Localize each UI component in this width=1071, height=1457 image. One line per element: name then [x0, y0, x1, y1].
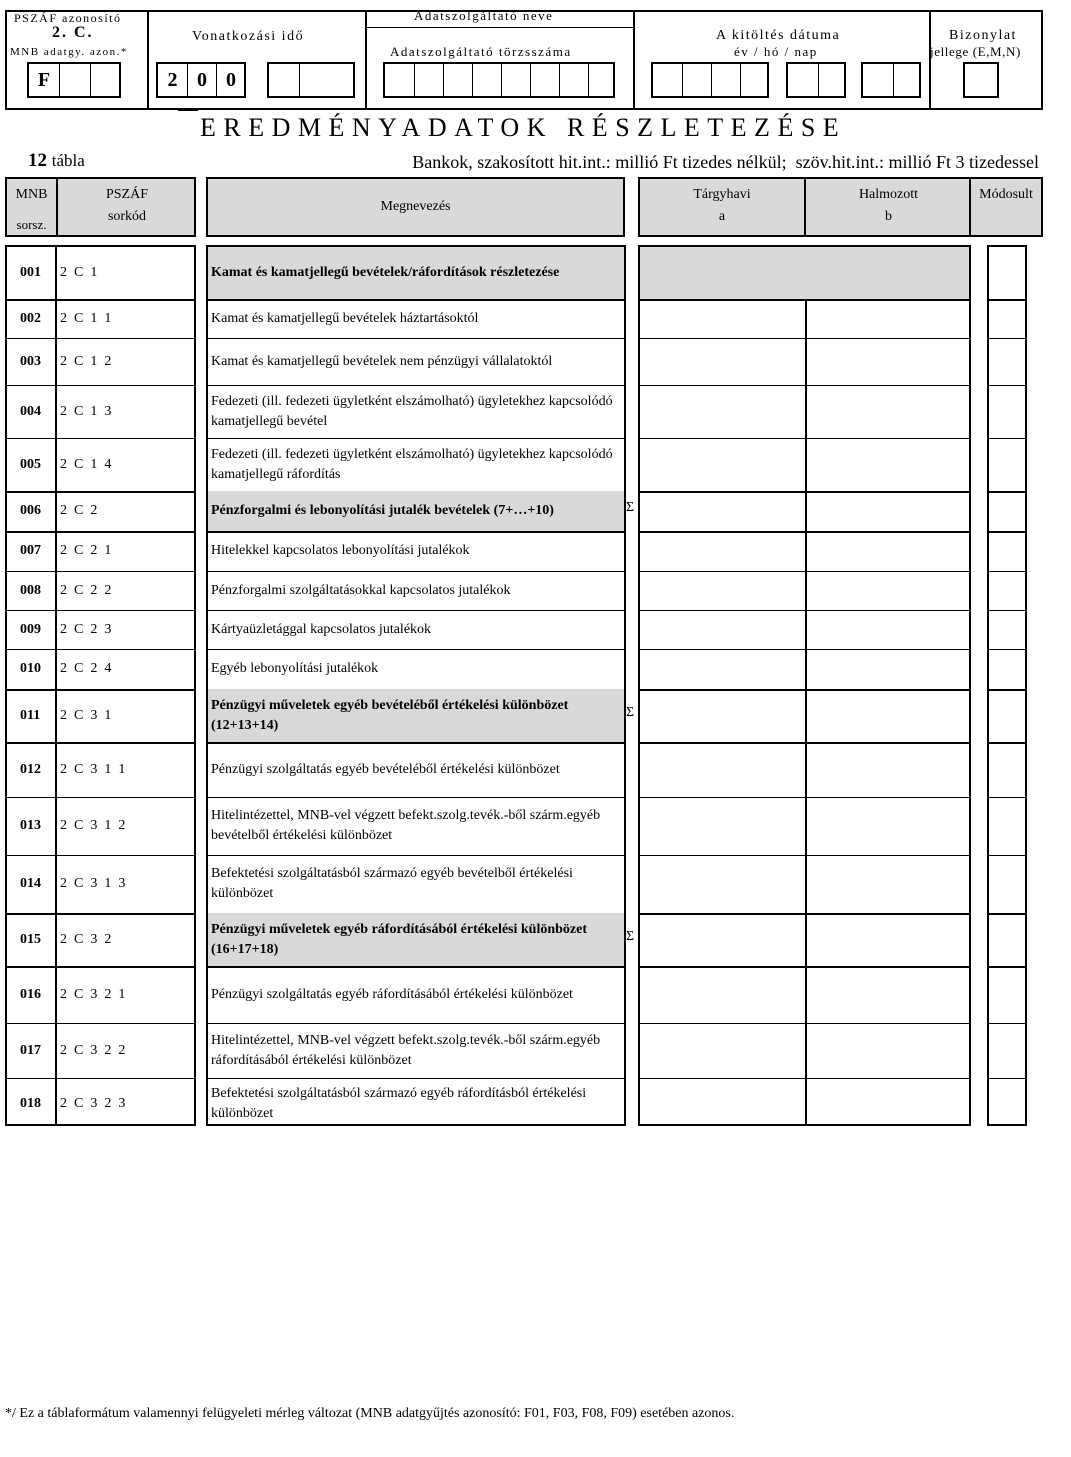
row-cumulative-cell[interactable] — [807, 966, 969, 1023]
row-modified-cell[interactable] — [989, 855, 1025, 913]
row-monthly-cell[interactable] — [640, 385, 804, 438]
date-year-digit[interactable] — [711, 64, 740, 96]
period-digit[interactable]: 0 — [187, 64, 216, 96]
row-pszaf-code: 2 C 1 2 — [60, 353, 112, 369]
row-cumulative-cell[interactable] — [807, 913, 969, 966]
col-cumulative-sub: b — [885, 209, 892, 224]
row-modified-cell[interactable] — [989, 797, 1025, 855]
sum-icon: Σ — [626, 704, 635, 720]
row-monthly-cell[interactable] — [640, 742, 804, 797]
row-cumulative-cell[interactable] — [807, 742, 969, 797]
row-cumulative-cell[interactable] — [807, 649, 969, 689]
provider-boxes-digit[interactable] — [414, 64, 443, 96]
row-monthly-cell[interactable] — [640, 1023, 804, 1078]
row-pszaf-code: 2 C 3 1 — [60, 707, 112, 723]
form-code: 2. C. — [52, 24, 94, 41]
col-header-codes — [5, 177, 196, 237]
date-sub-label: év / hó / nap — [734, 44, 818, 59]
row-monthly-cell[interactable] — [640, 299, 804, 338]
row-cumulative-cell[interactable] — [807, 855, 969, 913]
row-name: Hitelintézettel, MNB-vel végzett befekt.szolg.tevék.-ből szárm.egyéb ráfordításából értékelési különbözet — [211, 1032, 601, 1068]
sum-icon: Σ — [626, 928, 635, 944]
table-word: tábla — [51, 151, 85, 170]
row-modified-cell[interactable] — [989, 649, 1025, 689]
row-name: Pénzügyi műveletek egyéb bevételéből értékelési különbözet (12+13+14) — [211, 697, 569, 733]
row-modified-cell[interactable] — [989, 1078, 1025, 1130]
header-divider — [929, 10, 931, 110]
sum-icon: Σ — [626, 500, 635, 515]
row-modified-cell[interactable] — [989, 247, 1025, 299]
table-number — [28, 150, 85, 172]
mnb-id-value[interactable]: F — [37, 68, 51, 91]
col-modified-label: Módosult — [979, 187, 1033, 202]
provider-name-label: Adatszolgáltató neve — [414, 8, 554, 23]
header-divider — [147, 10, 149, 110]
row-monthly-cell[interactable] — [640, 438, 804, 491]
row-cumulative-cell[interactable] — [807, 797, 969, 855]
row-mnb-number: 006 — [20, 503, 41, 518]
row-mnb-number: 017 — [20, 1042, 41, 1058]
row-name: Egyéb lebonyolítási jutalékok — [211, 661, 379, 676]
col-mnb-label: MNB — [15, 187, 48, 202]
col-mnb-sub: sorsz. — [16, 217, 47, 232]
row-pszaf-code: 2 C 3 2 3 — [60, 1096, 126, 1111]
doc-label: Bizonylat — [949, 28, 1017, 43]
row-mnb-number: 007 — [20, 543, 41, 558]
row-monthly-cell[interactable] — [640, 491, 804, 531]
row-pszaf-code: 2 C 2 2 — [60, 582, 112, 598]
row-modified-cell[interactable] — [989, 338, 1025, 385]
col-header-name — [206, 177, 625, 237]
row-name: Pénzügyi szolgáltatás egyéb ráfordításából értékelési különbözet — [211, 986, 573, 1002]
row-cumulative-cell[interactable] — [807, 491, 969, 531]
row-monthly-cell[interactable] — [640, 338, 804, 385]
period-digit[interactable] — [299, 64, 329, 96]
row-cumulative-cell[interactable] — [807, 338, 969, 385]
date-year-boxes — [651, 62, 769, 98]
header-divider — [365, 10, 367, 110]
row-name: Kártyaüzletággal kapcsolatos jutalékok — [211, 621, 432, 637]
row-monthly-cell[interactable] — [640, 571, 804, 610]
pszaf-label: PSZÁF azonosító — [14, 11, 122, 25]
row-mnb-number: 013 — [20, 818, 41, 833]
provider-boxes-digit[interactable] — [385, 64, 414, 96]
unit-note: Bankok, szakosított hit.int.: millió Ft tizedes nélkül; szöv.hit.int.: millió Ft 3 tizedessel — [412, 152, 1039, 172]
row-monthly-cell[interactable] — [640, 689, 804, 742]
row-pszaf-code: 2 C 2 4 — [60, 661, 112, 676]
col-pszaf-label: PSZÁF — [105, 187, 149, 202]
table-body-codes — [5, 245, 196, 1126]
row-name: Kamat és kamatjellegű bevételek háztartásoktól — [211, 310, 479, 326]
footnote: */ Ez a táblaformátum valamennyi felügyeleti mérleg változat (MNB adatgyűjtés azonosító: F01, F03, F08, F09) esetében azonos. — [5, 1406, 735, 1421]
provider-boxes-digit[interactable] — [501, 64, 530, 96]
date-year-digit[interactable] — [653, 64, 682, 96]
row-name: Pénzügyi szolgáltatás egyéb bevételéből értékelési különbözet — [211, 761, 560, 777]
row-mnb-number: 001 — [20, 265, 41, 280]
row-mnb-number: 018 — [20, 1096, 41, 1111]
row-pszaf-code: 2 C 2 — [60, 503, 98, 518]
row-cumulative-cell[interactable] — [807, 531, 969, 571]
row-mnb-number: 014 — [20, 876, 41, 891]
row-monthly-cell[interactable] — [640, 913, 804, 966]
row-cumulative-cell[interactable] — [807, 247, 969, 299]
row-mnb-number: 005 — [20, 456, 41, 472]
provider-boxes-digit[interactable] — [588, 64, 617, 96]
doc-sub-label: jellege (E,M,N) — [930, 44, 1021, 59]
table-body-names — [206, 245, 626, 1126]
provider-boxes-digit[interactable] — [559, 64, 588, 96]
row-mnb-number: 015 — [20, 931, 41, 947]
row-mnb-number: 009 — [20, 621, 41, 637]
row-name: Fedezeti (ill. fedezeti ügyletként elszámolható) ügyletekhez kapcsolódó kamatjellegű ráfordítás — [211, 446, 613, 482]
row-cumulative-cell[interactable] — [807, 438, 969, 491]
row-modified-cell[interactable] — [989, 438, 1025, 491]
row-modified-cell[interactable] — [989, 571, 1025, 610]
col-monthly-label: Tárgyhavi — [693, 187, 751, 202]
row-pszaf-code: 2 C 3 2 2 — [60, 1042, 126, 1058]
row-cumulative-cell[interactable] — [807, 1023, 969, 1078]
col-monthly-sub: a — [718, 209, 726, 224]
date-year-digit[interactable] — [740, 64, 769, 96]
row-cumulative-cell[interactable] — [807, 571, 969, 610]
row-monthly-cell[interactable] — [640, 531, 804, 571]
row-name: Kamat és kamatjellegű bevételek/ráfordítások részletezése — [211, 265, 560, 280]
row-modified-cell[interactable] — [989, 913, 1025, 966]
row-pszaf-code: 2 C 1 3 — [60, 403, 112, 419]
row-mnb-number: 016 — [20, 986, 41, 1002]
mnb-id-boxes — [27, 62, 121, 98]
row-pszaf-code: 2 C 3 1 3 — [60, 876, 126, 891]
provider-name-underline — [367, 27, 633, 28]
row-monthly-cell[interactable] — [640, 855, 804, 913]
row-pszaf-code: 2 C 3 1 1 — [60, 761, 126, 777]
row-pszaf-code: 2 C 1 4 — [60, 456, 112, 472]
date-day-boxes — [861, 62, 921, 98]
col-header-modified — [969, 177, 1043, 237]
row-name: Befektetési szolgáltatásból származó egyéb ráfordításból értékelési különbözet — [211, 1086, 587, 1121]
row-modified-cell[interactable] — [989, 299, 1025, 338]
table-body-modified — [987, 245, 1027, 1126]
title-rule — [178, 110, 198, 111]
row-monthly-cell[interactable] — [640, 966, 804, 1023]
row-mnb-number: 003 — [20, 353, 41, 369]
row-name: Hitelintézettel, MNB-vel végzett befekt.szolg.tevék.-ből szárm.egyéb bevételből értékelési különbözet — [211, 808, 601, 843]
table-number-value: 12 — [28, 150, 47, 171]
row-modified-cell[interactable] — [989, 1023, 1025, 1078]
doc-type-box[interactable] — [963, 62, 999, 98]
date-month-digit[interactable] — [788, 64, 818, 96]
row-monthly-cell[interactable] — [640, 610, 804, 649]
row-modified-cell[interactable] — [989, 742, 1025, 797]
row-pszaf-code: 2 C 3 2 — [60, 931, 112, 947]
row-pszaf-code: 2 C 3 1 2 — [60, 818, 126, 833]
mnb-label: MNB adatgy. azon.* — [10, 46, 128, 58]
provider-boxes-digit[interactable] — [530, 64, 559, 96]
row-modified-cell[interactable] — [989, 385, 1025, 438]
header-divider — [633, 10, 635, 110]
row-pszaf-code: 2 C 2 1 — [60, 543, 112, 558]
row-monthly-cell[interactable] — [640, 1078, 804, 1130]
period-boxes — [156, 62, 354, 98]
row-cumulative-cell[interactable] — [807, 385, 969, 438]
col-header-values — [638, 177, 971, 237]
col-name-label: Megnevezés — [380, 199, 451, 214]
provider-id-boxes — [383, 62, 615, 98]
row-pszaf-code: 2 C 2 3 — [60, 621, 112, 637]
col-pszaf-sub: sorkód — [107, 209, 147, 224]
row-mnb-number: 011 — [20, 707, 41, 723]
period-digit[interactable]: 0 — [216, 64, 245, 96]
row-name: Befektetési szolgáltatásból származó egyéb bevételből értékelési különbözet — [211, 866, 573, 901]
row-modified-cell[interactable] — [989, 610, 1025, 649]
date-year-digit[interactable] — [682, 64, 711, 96]
page-title: EREDMÉNYADATOK RÉSZLETEZÉSE — [200, 113, 847, 142]
row-name: Hitelekkel kapcsolatos lebonyolítási jutalékok — [211, 543, 470, 558]
provider-boxes-digit[interactable] — [472, 64, 501, 96]
row-mnb-number: 012 — [20, 761, 41, 777]
row-mnb-number: 004 — [20, 403, 41, 419]
date-day-digit[interactable] — [863, 64, 893, 96]
period-label: Vonatkozási idő — [192, 29, 305, 44]
row-monthly-cell[interactable] — [640, 649, 804, 689]
row-cumulative-cell[interactable] — [807, 689, 969, 742]
row-pszaf-code: 2 C 1 — [60, 265, 98, 280]
row-modified-cell[interactable] — [989, 966, 1025, 1023]
row-monthly-cell[interactable] — [640, 247, 804, 299]
col-cumulative-label: Halmozott — [858, 187, 919, 202]
row-cumulative-cell[interactable] — [807, 610, 969, 649]
row-mnb-number: 010 — [20, 661, 41, 676]
row-name: Pénzforgalmi szolgáltatásokkal kapcsolatos jutalékok — [211, 582, 511, 598]
row-pszaf-code: 2 C 3 2 1 — [60, 986, 126, 1002]
provider-id-label: Adatszolgáltató törzsszáma — [390, 44, 572, 59]
row-name: Pénzügyi műveletek egyéb ráfordításából értékelési különbözet (16+17+18) — [211, 921, 588, 957]
row-mnb-number: 002 — [20, 310, 41, 326]
row-modified-cell[interactable] — [989, 491, 1025, 531]
row-monthly-cell[interactable] — [640, 797, 804, 855]
row-name: Kamat és kamatjellegű bevételek nem pénzügyi vállalatoktól — [211, 353, 553, 369]
period-digit[interactable] — [269, 64, 299, 96]
row-cumulative-cell[interactable] — [807, 299, 969, 338]
provider-boxes-digit[interactable] — [443, 64, 472, 96]
date-label: A kitöltés dátuma — [716, 28, 841, 43]
row-modified-cell[interactable] — [989, 689, 1025, 742]
date-month-digit[interactable] — [818, 64, 848, 96]
row-mnb-number: 008 — [20, 582, 41, 598]
date-day-digit[interactable] — [893, 64, 923, 96]
date-month-boxes — [786, 62, 846, 98]
table-body-values — [638, 245, 971, 1126]
row-pszaf-code: 2 C 1 1 — [60, 310, 112, 326]
row-name: Pénzforgalmi és lebonyolítási jutalék bevételek (7+…+10) — [211, 503, 554, 518]
row-cumulative-cell[interactable] — [807, 1078, 969, 1130]
row-name: Fedezeti (ill. fedezeti ügyletként elszámolható) ügyletekhez kapcsolódó kamatjellegű bevétel — [211, 393, 613, 429]
period-digit[interactable]: 2 — [167, 68, 178, 91]
row-modified-cell[interactable] — [989, 531, 1025, 571]
